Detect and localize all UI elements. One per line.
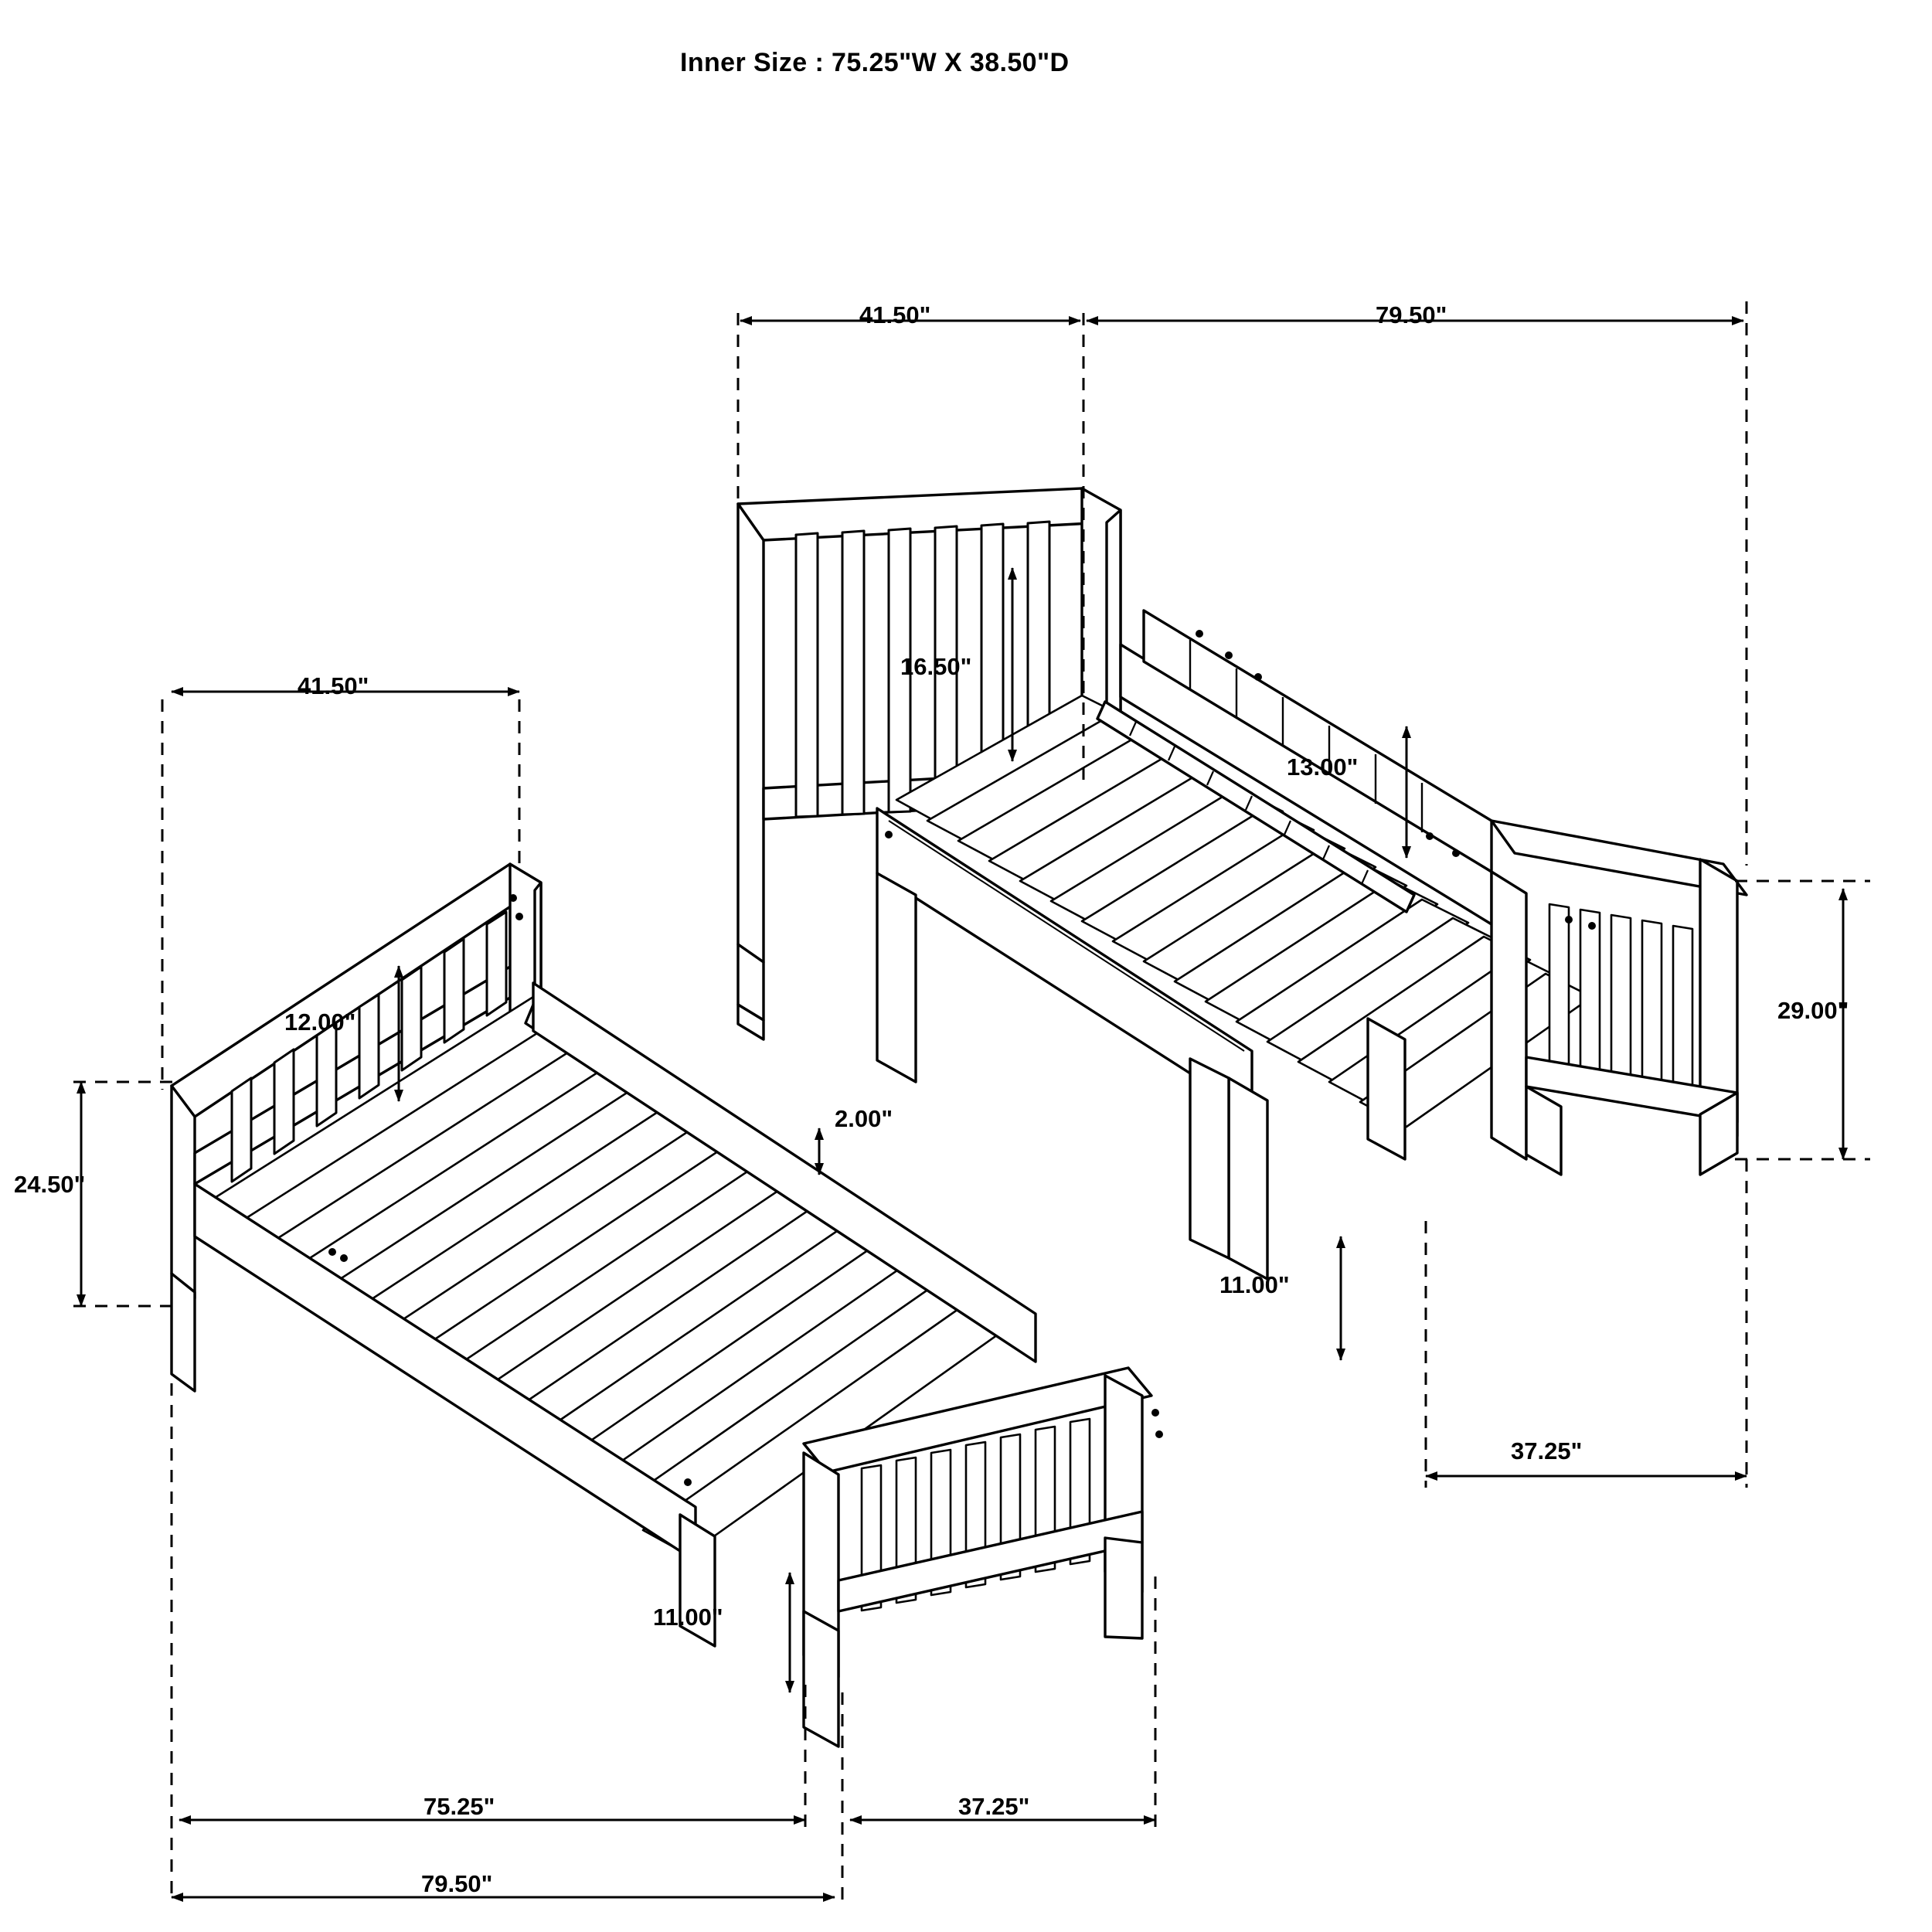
dim-label-bottom-24-50: 24.50": [14, 1171, 86, 1198]
bed-upper: [738, 488, 1747, 1279]
dim-label-bottom-2-00: 2.00": [835, 1105, 893, 1132]
dim-label-top-79-50: 79.50": [1376, 301, 1447, 328]
dim-label-bottom-11-00: 11.00": [653, 1604, 723, 1631]
dim-label-top-29-00: 29.00": [1777, 997, 1849, 1024]
dim-label-bottom-79-50: 79.50": [421, 1870, 493, 1897]
page-title: Inner Size : 75.25"W X 38.50"D: [680, 48, 1070, 77]
dim-label-top-37-25: 37.25": [1511, 1437, 1583, 1464]
dim-label-bottom-75-25: 75.25": [423, 1793, 495, 1820]
dim-label-bottom-41-50: 41.50": [298, 672, 369, 699]
dim-label-top-11-00: 11.00": [1219, 1271, 1290, 1298]
dim-label-bottom-37-25: 37.25": [958, 1793, 1030, 1820]
dim-label-top-13-00: 13.00": [1287, 753, 1359, 781]
dim-label-top-16-50: 16.50": [900, 653, 972, 680]
dim-label-top-41-50: 41.50": [859, 301, 931, 328]
dim-label-bottom-12-00: 12.00": [284, 1009, 356, 1036]
